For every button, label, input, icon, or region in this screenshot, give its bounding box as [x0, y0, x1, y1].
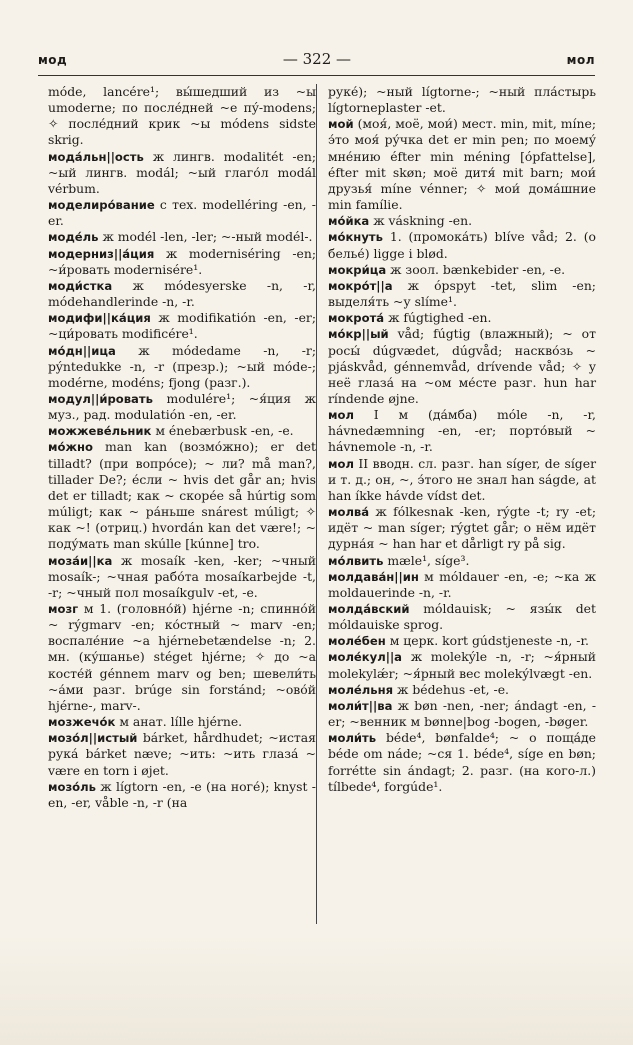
- dictionary-entry: мо́кр||ый våd; fúgtig (влажный); ~ от росы́ dúgvædet, dúgvåd; наскво́зь ~ pjáskvåd, génnemvåd, drívende våd; ✧ у неё глаза́ на ~ом ме́сте разг. hun har ríndende øjne.: [328, 326, 596, 406]
- dictionary-entry: модул||и́ровать modulére¹; ~я́ция ж муз., рад. modulatión -en, -er.: [48, 390, 316, 423]
- header-rule: [38, 75, 595, 76]
- dictionary-entry: модерниз||а́ция ж moderniséring -en; ~и́ровать modernisére¹.: [48, 245, 316, 277]
- right-guide-word: мол: [566, 53, 595, 67]
- dictionary-entry: моза́и||ка ж mosaík -ken, -ker; ~чный mosaík-; ~чная рабо́та mosaíkarbejde -t, -r; ~чный пол mosaíkgulv -et, -e.: [48, 552, 316, 600]
- dictionary-entry: моде́ль ж modél -len, -ler; ~-ный modél-.: [48, 229, 313, 245]
- dictionary-entry: мо́йка ж váskning -en.: [328, 213, 473, 229]
- dictionary-entry: мо́кнуть 1. (промока́ть) blíve våd; 2. (о белье́) ligge i blød.: [328, 229, 596, 261]
- dictionary-entry: móde, lancére¹; вы́шедший из ~ы umoderne; по после́дней ~е пý-modens; ✧ после́дний крик ~ы módens sidste skrig.: [48, 84, 316, 148]
- dictionary-entry: моле́бен м церк. kort gúdstjeneste -n, -r.: [328, 633, 589, 649]
- dictionary-entry: моли́ть béde⁴, bønfalde⁴; ~ о поща́де béde om náde; ~ся 1. béde⁴, síge en bøn; forrétte sin ándagt; 2. разг. (на кого-л.) tílbede⁴, forgúde¹.: [328, 730, 596, 794]
- right-column: [328, 84, 596, 795]
- dictionary-entry: мо́лвить mæle¹, síge³.: [328, 552, 470, 568]
- dictionary-entry: мой (моя́, моё, мои́) мест. min, mit, míne; э́то моя́ ру́чка det er min pen; по моему́ мне́нию éfter min méning [ópfattelse], éfter mit skøn; моё дитя́ mit barn; мои́ друзья́ míne vénner; ✧ мои́ дома́шние min famílie.: [328, 116, 596, 213]
- dictionary-entry: мо́жно man kan (возмо́жно); er det tilladt? (при вопро́се); ~ ли? må man?, tillader De?; е́сли ~ hvis det går an; hvis det er tilladt; как ~ скоре́е så húrtig som múligt; как ~ ра́ньше snárest múligt; ✧ как ~! (отриц.) hvordán kan det være!; ~ поду́мать man skúlle [kúnne] tro.: [48, 439, 316, 552]
- dictionary-entry: моле́льня ж bédehus -et, -e.: [328, 681, 509, 697]
- dictionary-entry: можжеве́льник м énebærbusk -en, -e.: [48, 423, 294, 439]
- dictionary-entry: молдава́н||ин м móldauer -en, -e; ~ка ж moldauerinde -n, -r.: [328, 568, 596, 600]
- dictionary-entry: мода́льн||ость ж лингв. modalitét -en; ~ый лингв. modál; ~ый глаго́л modál vérbum.: [48, 148, 316, 196]
- dictionary-entry: моди́стка ж módesyerske -n, -r, módehandlerinde -n, -r.: [48, 277, 316, 310]
- dictionary-entry: модифи||ка́ция ж modifikatión -en, -er; ~ци́ровать modificére¹.: [48, 310, 316, 342]
- dictionary-entry: мозо́ль ж lígtorn -en, -e (на ноге́); knyst -en, -er, våble -n, -r (на: [48, 778, 316, 810]
- column-divider: [316, 84, 317, 924]
- left-column: [48, 84, 316, 811]
- dictionary-entry: молва́ ж fólkesnak -ken, rýgte -t; ry -et; идёт ~ man síger; rýgtet går; о нём идёт дурна́я ~ han har et dårligt ry på sig.: [328, 504, 596, 552]
- dictionary-entry: мол II вводн. сл. разг. han síger, de síger и т. д.; он, ~, э́того не знал han ságde, at han íkke hávde vídst det.: [328, 455, 596, 503]
- page-number: — 322 —: [282, 50, 352, 68]
- left-guide-word: мод: [38, 53, 68, 67]
- dictionary-entry: моли́т||ва ж bøn -nen, -ner; ándagt -en, -er; ~венник м bønne|bog -bogen, -bøger.: [328, 697, 596, 730]
- dictionary-entry: моле́кул||а ж molekýle -n, -r; ~я́рный molekylǽr; ~я́рный вес molekýlvægt -en.: [328, 649, 596, 681]
- dictionary-entry: мозжечо́к м анат. lílle hjérne.: [48, 714, 243, 730]
- dictionary-entry: мозг м 1. (головно́й) hjérne -n; спинно́й ~ rýgmarv -en; ко́стный ~ marv -en; воспале́ние ~а hjérnebetændelse -n; 2. мн. (ку́шанье) stéget hjérne; ✧ до ~а косте́й génnem marv og ben; шевели́ть ~а́ми разг. brúge sin forstánd; ~ово́й hjérne-, marv-.: [48, 601, 316, 713]
- dictionary-entry: мол I м (да́мба) móle -n, -r, hávnedæmning -en, -er; порто́вый ~ hávnemole -n, -r.: [328, 407, 596, 455]
- dictionary-entry: мокри́ца ж зоол. bænkebider -en, -e.: [328, 261, 566, 277]
- page-bottom-margin: [0, 935, 633, 1045]
- dictionary-entry: мокрота́ ж fúgtighed -en.: [328, 310, 492, 326]
- dictionary-entry: руке́); ~ный lígtorne-; ~ный пла́стырь lígtorneplaster -et.: [328, 84, 596, 116]
- dictionary-entry: мокро́т||а ж ópspyt -tet, slim -en; выделя́ть ~у slíme¹.: [328, 277, 596, 310]
- dictionary-entry: моделиро́вание с тех. modelléring -en, -er.: [48, 197, 316, 229]
- dictionary-entry: мо́дн||ица ж módedame -n, -r; pýntedukke -n, -r (презр.); ~ый móde-; modérne, modéns; fjong (разг.).: [48, 342, 316, 390]
- page-header: [38, 50, 595, 74]
- dictionary-entry: молда́вский móldauisk; ~ язы́к det móldauiske sprog.: [328, 601, 596, 633]
- dictionary-entry: мозо́л||истый bárket, hårdhudet; ~истая рука́ bárket næve; ~ить: ~ить глаза́ ~ være en torn i øjet.: [48, 730, 316, 778]
